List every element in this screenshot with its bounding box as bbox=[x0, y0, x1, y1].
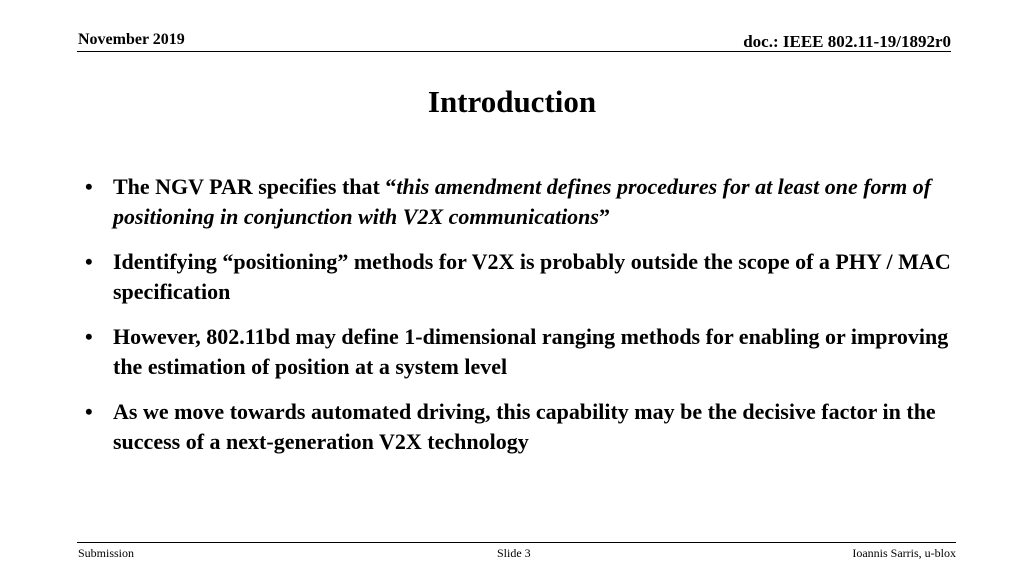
bullet-icon: • bbox=[85, 249, 93, 274]
footer-submission: Submission bbox=[78, 546, 135, 560]
bullet-item bbox=[85, 247, 955, 307]
bullet-icon: • bbox=[85, 324, 93, 349]
footer-author: Ioannis Sarris, u-blox bbox=[852, 546, 956, 560]
footer-slide-number: Slide 3 bbox=[497, 546, 531, 560]
header-doc-id: doc.: IEEE 802.11-19/1892r0 bbox=[743, 32, 951, 51]
bullet-icon: • bbox=[85, 174, 93, 199]
bullet-list bbox=[85, 172, 955, 472]
bullet-item bbox=[85, 172, 955, 232]
footer-divider bbox=[77, 542, 956, 543]
bullet-quote-italic: this amendment defines procedures for at least one form of positioning in conjunction with V2X communications bbox=[113, 174, 932, 229]
bullet-text-prefix: The NGV PAR specifies that “ bbox=[113, 174, 397, 199]
header-date: November 2019 bbox=[78, 31, 185, 48]
bullet-text-suffix: ” bbox=[598, 204, 610, 229]
slide-title: Introduction bbox=[427, 84, 597, 119]
bullet-text: Identifying “positioning” methods for V2X is probably outside the scope of a PHY / MAC specification bbox=[113, 249, 951, 304]
header-divider bbox=[77, 51, 951, 52]
bullet-icon: • bbox=[85, 399, 93, 424]
bullet-text: However, 802.11bd may define 1-dimensional ranging methods for enabling or improving the estimation of position at a system level bbox=[113, 324, 949, 379]
bullet-item bbox=[85, 322, 955, 382]
bullet-text: As we move towards automated driving, this capability may be the decisive factor in the success of a next-generation V2X technology bbox=[113, 399, 936, 454]
bullet-item bbox=[85, 397, 955, 457]
